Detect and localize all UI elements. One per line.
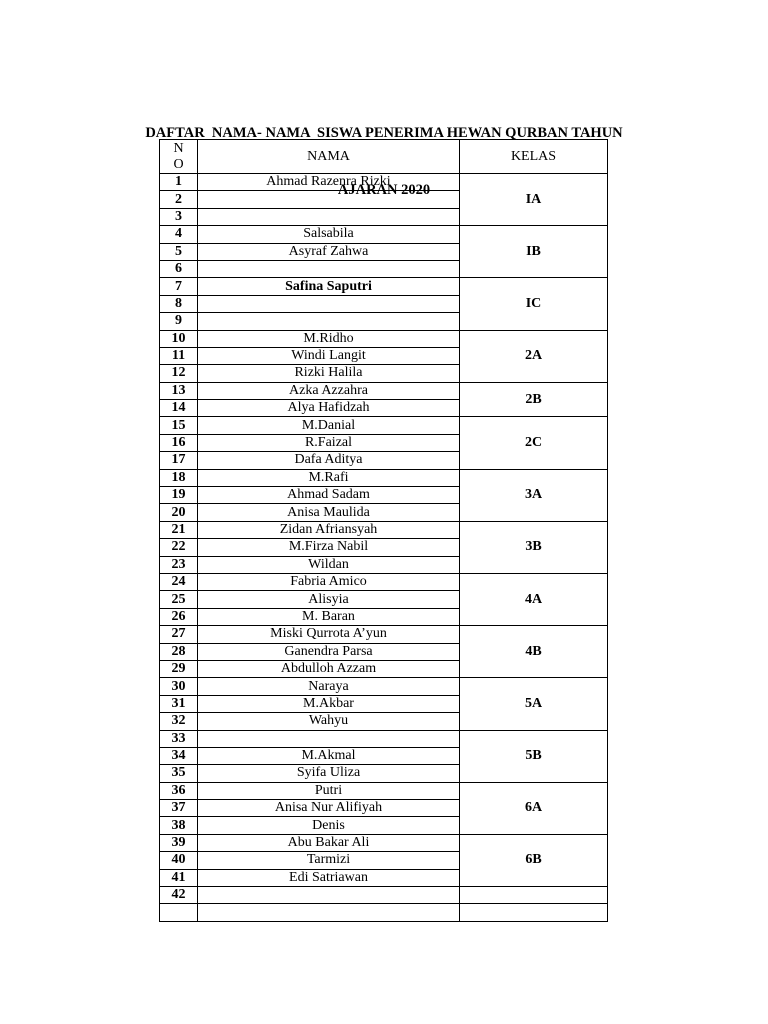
row-number: 14 <box>160 400 198 417</box>
title-line-1: DAFTAR NAMA- NAMA SISWA PENERIMA HEWAN QURBAN TAHUN <box>145 125 623 141</box>
student-name: Anisa Nur Alifiyah <box>198 800 460 817</box>
row-number: 27 <box>160 626 198 643</box>
row-number: 26 <box>160 608 198 625</box>
row-number: 41 <box>160 869 198 886</box>
header-nama: NAMA <box>198 140 460 174</box>
row-number <box>160 904 198 921</box>
row-number: 34 <box>160 747 198 764</box>
table-body <box>160 174 608 922</box>
row-number: 32 <box>160 713 198 730</box>
student-name: Alisyia <box>198 591 460 608</box>
student-name: Safina Saputri <box>198 278 460 295</box>
student-name: Denis <box>198 817 460 834</box>
class-label: 2A <box>460 330 608 382</box>
row-number: 18 <box>160 469 198 486</box>
table-row <box>160 782 608 799</box>
table-row <box>160 382 608 399</box>
class-label: IC <box>460 278 608 330</box>
student-name <box>198 730 460 747</box>
recipient-table <box>159 139 608 922</box>
table-row <box>160 626 608 643</box>
table-row <box>160 678 608 695</box>
student-name: Salsabila <box>198 226 460 243</box>
class-label: 5A <box>460 678 608 730</box>
student-name <box>198 260 460 277</box>
row-number: 33 <box>160 730 198 747</box>
student-name: Tarmizi <box>198 852 460 869</box>
student-name: Zidan Afriansyah <box>198 521 460 538</box>
student-name: Wildan <box>198 556 460 573</box>
student-name: Ahmad Sadam <box>198 487 460 504</box>
student-name <box>198 191 460 208</box>
class-label: 4A <box>460 573 608 625</box>
row-number: 7 <box>160 278 198 295</box>
row-number: 2 <box>160 191 198 208</box>
row-number: 28 <box>160 643 198 660</box>
row-number: 21 <box>160 521 198 538</box>
row-number: 29 <box>160 660 198 677</box>
table-row <box>160 278 608 295</box>
student-name: M.Ridho <box>198 330 460 347</box>
class-label <box>460 904 608 921</box>
class-label: 3B <box>460 521 608 573</box>
row-number: 6 <box>160 260 198 277</box>
class-label: IA <box>460 174 608 226</box>
row-number: 40 <box>160 852 198 869</box>
student-name: Dafa Aditya <box>198 452 460 469</box>
row-number: 39 <box>160 834 198 851</box>
class-label: 2B <box>460 382 608 417</box>
row-number: 1 <box>160 174 198 191</box>
table-row <box>160 573 608 590</box>
row-number: 8 <box>160 295 198 312</box>
row-number: 11 <box>160 347 198 364</box>
header-no-label: N O <box>173 140 184 172</box>
student-name: M.Akbar <box>198 695 460 712</box>
student-name: Abu Bakar Ali <box>198 834 460 851</box>
row-number: 5 <box>160 243 198 260</box>
student-name <box>198 208 460 225</box>
student-name: R.Faizal <box>198 434 460 451</box>
student-name: Ganendra Parsa <box>198 643 460 660</box>
class-label <box>460 887 608 904</box>
row-number: 35 <box>160 765 198 782</box>
row-number: 42 <box>160 887 198 904</box>
student-name: Wahyu <box>198 713 460 730</box>
student-name: Miski Qurrota A’yun <box>198 626 460 643</box>
title-line-2: AJARAN 2020 <box>337 182 431 198</box>
student-name <box>198 887 460 904</box>
row-number: 30 <box>160 678 198 695</box>
table-row <box>160 469 608 486</box>
row-number: 9 <box>160 313 198 330</box>
row-number: 15 <box>160 417 198 434</box>
table-row <box>160 330 608 347</box>
student-name: M.Akmal <box>198 747 460 764</box>
row-number: 24 <box>160 573 198 590</box>
student-name: Abdulloh Azzam <box>198 660 460 677</box>
row-number: 31 <box>160 695 198 712</box>
class-label: 6A <box>460 782 608 834</box>
table-row <box>160 834 608 851</box>
student-name: Anisa Maulida <box>198 504 460 521</box>
student-name: Rizki Halila <box>198 365 460 382</box>
class-label: 4B <box>460 626 608 678</box>
class-label: 5B <box>460 730 608 782</box>
table-row <box>160 521 608 538</box>
student-name: Syifa Uliza <box>198 765 460 782</box>
class-label: IB <box>460 226 608 278</box>
row-number: 13 <box>160 382 198 399</box>
row-number: 17 <box>160 452 198 469</box>
row-number: 37 <box>160 800 198 817</box>
student-name: Azka Azzahra <box>198 382 460 399</box>
student-name <box>198 313 460 330</box>
row-number: 20 <box>160 504 198 521</box>
row-number: 3 <box>160 208 198 225</box>
table-row <box>160 887 608 904</box>
student-name: M.Rafi <box>198 469 460 486</box>
student-name: Naraya <box>198 678 460 695</box>
row-number: 10 <box>160 330 198 347</box>
student-name: Fabria Amico <box>198 573 460 590</box>
student-name: Putri <box>198 782 460 799</box>
student-name: Edi Satriawan <box>198 869 460 886</box>
row-number: 4 <box>160 226 198 243</box>
table-row <box>160 226 608 243</box>
class-label: 6B <box>460 834 608 886</box>
student-name: M.Firza Nabil <box>198 539 460 556</box>
student-name <box>198 904 460 921</box>
table-row <box>160 904 608 921</box>
student-name: M. Baran <box>198 608 460 625</box>
row-number: 16 <box>160 434 198 451</box>
row-number: 36 <box>160 782 198 799</box>
class-label: 3A <box>460 469 608 521</box>
student-name: Ahmad Razenra Rizki <box>198 174 460 191</box>
row-number: 19 <box>160 487 198 504</box>
student-name: M.Danial <box>198 417 460 434</box>
row-number: 22 <box>160 539 198 556</box>
student-name: Alya Hafidzah <box>198 400 460 417</box>
table-row <box>160 730 608 747</box>
table-row <box>160 417 608 434</box>
student-name: Asyraf Zahwa <box>198 243 460 260</box>
table-row <box>160 174 608 191</box>
class-label: 2C <box>460 417 608 469</box>
header-no <box>160 140 198 174</box>
row-number: 38 <box>160 817 198 834</box>
row-number: 25 <box>160 591 198 608</box>
header-kelas: KELAS <box>460 140 608 174</box>
student-name: Windi Langit <box>198 347 460 364</box>
table-header-row <box>160 140 608 174</box>
student-name <box>198 295 460 312</box>
row-number: 23 <box>160 556 198 573</box>
row-number: 12 <box>160 365 198 382</box>
